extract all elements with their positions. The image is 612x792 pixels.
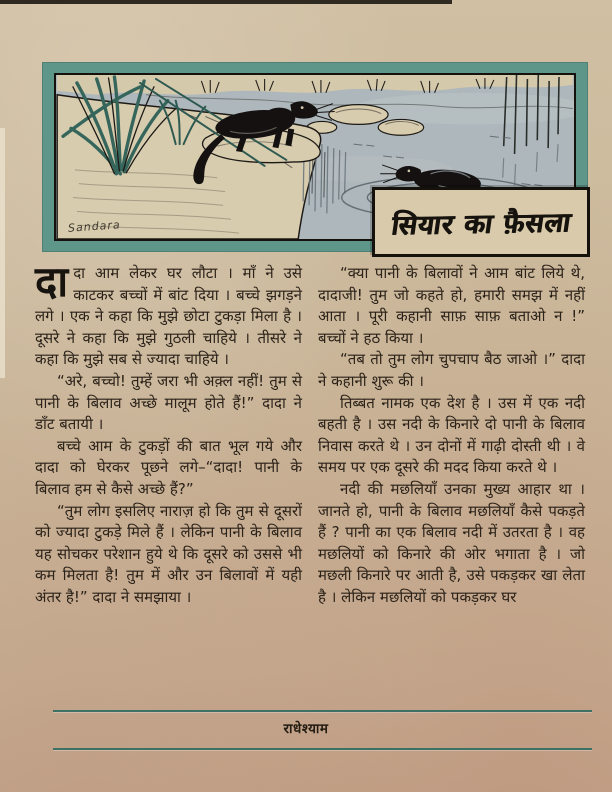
paragraph-text: दा आम लेकर घर लौटा । माँ ने उसे काटकर बच्चों में बांट दिया । बच्चे झगड़ने लगे । एक ने कहा कि मुझे छोटा टुकड़ा मिला है । दूसरे ने कहा कि मुझे गुठली चाहिये । तीसरे ने कहा कि मुझे सब से ज्यादा चाहिये । xyxy=(35,264,302,369)
story-text xyxy=(35,257,585,609)
artist-signature: Sandara xyxy=(67,218,122,235)
drop-cap: दा xyxy=(35,257,69,306)
story-title: सियार का फ़ैसला xyxy=(388,206,573,242)
story-paragraph: बच्चे आम के टुकड़ों की बात भूल गये और दादा को घेरकर पूछने लगे–“दादा! पानी के बिलाव हम से कैसे अच्छे हैं?” xyxy=(35,436,302,498)
story-paragraph: नदी की मछलियाँ उनका मुख्य आहार था । जानते हो, पानी के बिलाव मछलियाँ कैसे पकड़ते हैं ? पानी का एक बिलाव नदी में उतरता है । वह मछलियों को किनारे की ओर भगाता है । जो मछली किनारे पर आती है, उसे पकड़कर खा लेता है । लेकिन मछलियों को पकड़कर घर xyxy=(318,479,585,606)
story-paragraph: “तुम लोग इसलिए नाराज़ हो कि तुम से दूसरों को ज्यादा टुकड़े मिले हैं । लेकिन पानी के बिलाव यह सोचकर परेशान हुये थे कि दूसरे को उससे भी कम मिलता है! तुम में और उन बिलावों में यही अंतर है!” दादा ने समझाया । xyxy=(35,501,302,606)
left-column xyxy=(35,257,302,609)
right-column xyxy=(318,263,585,609)
story-paragraph xyxy=(35,257,302,371)
story-paragraph: “तब तो तुम लोग चुपचाप बैठ जाओ ।” दादा ने कहानी शुरू की । xyxy=(318,350,585,390)
story-paragraph: तिब्बत नामक एक देश है । उस में एक नदी बहती है । उस नदी के किनारे दो पानी के बिलाव निवास करते थे । उन दोनों में गाढ़ी दोस्ती थी । वे समय पर एक दूसरे की मदद किया करते थे । xyxy=(318,393,585,477)
scan-edge-artifact xyxy=(0,0,452,4)
footer-rule-bottom xyxy=(53,748,592,750)
story-illustration-frame xyxy=(42,62,588,252)
story-paragraph: “क्या पानी के बिलावों ने आम बांट लिये थे, दादाजी! तुम जो कहते हो, हमारी समझ में नहीं आता । पूरी कहानी साफ़ साफ़ बताओ न !” बच्चों ने हठ किया । xyxy=(318,264,585,347)
story-paragraph: “अरे, बच्चो! तुम्हें जरा भी अक़्ल नहीं! तुम से पानी के बिलाव अच्छे मालूम होते हैं!” दादा ने डाँट बतायी । xyxy=(35,371,302,434)
story-title-box xyxy=(372,187,590,257)
scan-edge-artifact xyxy=(0,128,5,378)
footer-rule-top xyxy=(53,710,592,712)
footer-author: राधेश्याम xyxy=(283,721,329,737)
